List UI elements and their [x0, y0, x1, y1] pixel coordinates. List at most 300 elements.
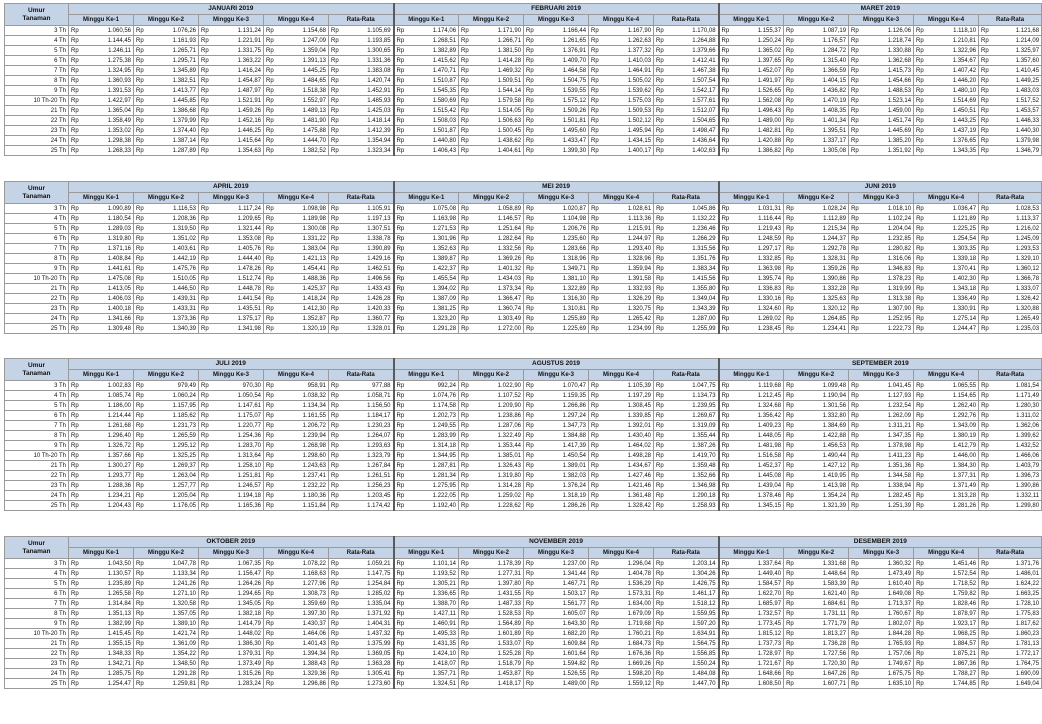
- week-header: Minggu Ke-2: [459, 370, 524, 381]
- age-cell: 9 Th: [5, 86, 69, 96]
- currency-label: Rp: [526, 57, 534, 64]
- price-cell: [459, 629, 524, 639]
- currency-label: Rp: [526, 580, 534, 587]
- currency-label: Rp: [591, 670, 599, 677]
- currency-label: Rp: [981, 472, 989, 479]
- currency-label: Rp: [201, 570, 209, 577]
- price-cell: [69, 411, 134, 421]
- price-cell: [979, 381, 1042, 391]
- price-cell: [719, 294, 784, 304]
- price-cell: [979, 204, 1042, 214]
- price-value: 1.649,04: [1015, 680, 1040, 687]
- price-cell: [69, 234, 134, 244]
- currency-label: Rp: [851, 650, 859, 657]
- quarter-table-2: [4, 181, 1040, 334]
- currency-label: Rp: [461, 590, 469, 597]
- price-value: 1.090,89: [107, 205, 131, 212]
- currency-label: Rp: [526, 452, 534, 459]
- table-row: [5, 254, 1042, 264]
- price-cell: [134, 36, 199, 46]
- price-value: 1.414,28: [497, 57, 522, 64]
- currency-label: Rp: [851, 680, 859, 687]
- price-cell: [134, 579, 199, 589]
- price-cell: [69, 116, 134, 126]
- price-cell: [264, 599, 329, 609]
- price-cell: [69, 324, 134, 334]
- price-value: 1.498,28: [627, 452, 651, 459]
- price-value: 1.264,88: [692, 37, 716, 44]
- umur-tanaman-header: [5, 4, 69, 26]
- price-cell: [589, 579, 654, 589]
- currency-label: Rp: [71, 305, 79, 312]
- currency-label: Rp: [136, 462, 144, 469]
- price-cell: [69, 599, 134, 609]
- currency-label: Rp: [201, 630, 209, 637]
- price-cell: [134, 659, 199, 669]
- price-value: 1.408,35: [822, 107, 847, 114]
- price-cell: [134, 461, 199, 471]
- currency-label: Rp: [201, 640, 209, 647]
- price-cell: [459, 461, 524, 471]
- price-cell: [784, 36, 849, 46]
- price-cell: [589, 204, 654, 214]
- price-cell: [849, 441, 914, 451]
- price-cell: [524, 629, 589, 639]
- price-value: 1.521,91: [237, 97, 261, 104]
- price-cell: [199, 461, 264, 471]
- currency-label: Rp: [331, 680, 339, 687]
- price-cell: [784, 136, 849, 146]
- week-header: Minggu Ke-4: [264, 370, 329, 381]
- currency-label: Rp: [461, 412, 469, 419]
- currency-label: Rp: [331, 47, 339, 54]
- price-value: 1.503,17: [562, 590, 587, 597]
- currency-label: Rp: [201, 670, 209, 677]
- price-cell: [394, 669, 459, 679]
- price-cell: [784, 609, 849, 619]
- price-value: 1.552,97: [302, 97, 326, 104]
- price-cell: [719, 451, 784, 461]
- price-value: 1.464,91: [627, 67, 652, 74]
- currency-label: Rp: [461, 472, 469, 479]
- currency-label: Rp: [396, 452, 405, 459]
- currency-label: Rp: [786, 402, 794, 409]
- price-value: 1.244,37: [822, 235, 847, 242]
- price-value: 1.363,98: [757, 265, 782, 272]
- currency-label: Rp: [851, 452, 859, 459]
- price-cell: [784, 26, 849, 36]
- currency-label: Rp: [981, 225, 989, 232]
- price-cell: [979, 214, 1042, 224]
- price-cell: [654, 431, 719, 441]
- currency-label: Rp: [136, 67, 144, 74]
- age-cell: 23 Th: [5, 126, 69, 136]
- price-value: 1.264,07: [367, 432, 391, 439]
- currency-label: Rp: [201, 680, 209, 687]
- table-row: [5, 224, 1042, 234]
- price-cell: [524, 451, 589, 461]
- currency-label: Rp: [526, 670, 534, 677]
- currency-label: Rp: [71, 590, 79, 597]
- price-cell: [979, 26, 1042, 36]
- currency-label: Rp: [266, 660, 274, 667]
- price-value: 1.572,54: [952, 570, 977, 577]
- price-value: 1.383,04: [302, 245, 326, 252]
- month-header: FEBRUARI 2019: [394, 4, 719, 15]
- price-cell: [134, 46, 199, 56]
- price-cell: [264, 649, 329, 659]
- currency-label: Rp: [656, 560, 664, 567]
- price-cell: [524, 559, 589, 569]
- price-value: 1.528,53: [497, 610, 522, 617]
- price-cell: [914, 56, 979, 66]
- currency-label: Rp: [916, 620, 924, 627]
- price-value: 1.440,80: [432, 137, 457, 144]
- month-header: MARET 2019: [719, 4, 1042, 15]
- table-row: [5, 431, 1042, 441]
- currency-label: Rp: [526, 215, 534, 222]
- price-value: 1.332,11: [1016, 492, 1040, 499]
- month-header: JANUARI 2019: [69, 4, 394, 15]
- currency-label: Rp: [136, 640, 144, 647]
- price-value: 1.332,80: [822, 412, 847, 419]
- currency-label: Rp: [266, 630, 274, 637]
- price-value: 1.116,53: [173, 205, 196, 212]
- price-value: 1.373,49: [237, 660, 261, 667]
- currency-label: Rp: [591, 620, 599, 627]
- currency-label: Rp: [396, 590, 405, 597]
- table-row: [5, 314, 1042, 324]
- price-value: 1.345,89: [172, 67, 196, 74]
- currency-label: Rp: [201, 442, 209, 449]
- price-value: 1.675,75: [887, 670, 912, 677]
- currency-label: Rp: [136, 245, 144, 252]
- price-value: 1.487,97: [237, 87, 261, 94]
- currency-label: Rp: [136, 147, 144, 154]
- currency-label: Rp: [591, 305, 599, 312]
- currency-label: Rp: [201, 265, 209, 272]
- price-cell: [329, 609, 394, 619]
- price-value: 1.265,71: [172, 47, 196, 54]
- currency-label: Rp: [591, 392, 599, 399]
- price-cell: [849, 629, 914, 639]
- currency-label: Rp: [201, 580, 209, 587]
- price-value: 1.384,30: [952, 462, 977, 469]
- price-value: 1.252,95: [887, 315, 912, 322]
- currency-label: Rp: [201, 412, 209, 419]
- currency-label: Rp: [851, 600, 859, 607]
- price-value: 1.156,47: [237, 570, 261, 577]
- currency-label: Rp: [201, 305, 209, 312]
- currency-label: Rp: [136, 660, 144, 667]
- table-row: [5, 619, 1042, 629]
- currency-label: Rp: [71, 392, 79, 399]
- price-cell: [264, 659, 329, 669]
- price-value: 1.031,31: [757, 205, 782, 212]
- price-value: 1.467,38: [692, 67, 716, 74]
- price-value: 1.320,58: [172, 600, 196, 607]
- price-cell: [719, 264, 784, 274]
- price-cell: [394, 106, 459, 116]
- currency-label: Rp: [136, 305, 144, 312]
- price-cell: [394, 36, 459, 46]
- currency-label: Rp: [331, 560, 339, 567]
- price-cell: [849, 146, 914, 156]
- currency-label: Rp: [786, 107, 794, 114]
- currency-label: Rp: [331, 462, 339, 469]
- price-value: 1.250,24: [757, 37, 782, 44]
- price-cell: [524, 146, 589, 156]
- price-value: 1.482,81: [757, 127, 782, 134]
- currency-label: Rp: [591, 630, 599, 637]
- price-value: 1.028,61: [627, 205, 652, 212]
- price-value: 1.376,65: [952, 137, 977, 144]
- table-row: [5, 264, 1042, 274]
- price-cell: [329, 86, 394, 96]
- table-row: [5, 136, 1042, 146]
- price-value: 1.065,55: [952, 382, 977, 389]
- price-cell: [849, 589, 914, 599]
- price-value: 1.186,00: [107, 402, 131, 409]
- price-cell: [329, 391, 394, 401]
- currency-label: Rp: [266, 235, 274, 242]
- tanaman-label: Tanaman: [22, 547, 51, 555]
- price-cell: [979, 294, 1042, 304]
- price-value: 1.308,45: [627, 402, 651, 409]
- price-value: 1.059,21: [367, 560, 391, 567]
- currency-label: Rp: [461, 452, 469, 459]
- price-value: 1.193,52: [432, 570, 457, 577]
- currency-label: Rp: [981, 600, 989, 607]
- currency-label: Rp: [461, 620, 469, 627]
- currency-label: Rp: [786, 57, 794, 64]
- currency-label: Rp: [331, 600, 339, 607]
- price-value: 1.078,22: [302, 560, 326, 567]
- price-value: 1.381,10: [562, 275, 587, 282]
- price-value: 1.326,43: [497, 462, 521, 469]
- price-value: 1.277,31: [497, 570, 522, 577]
- price-cell: [719, 639, 784, 649]
- price-cell: [914, 294, 979, 304]
- price-table: [4, 358, 1042, 511]
- currency-label: Rp: [656, 392, 664, 399]
- price-cell: [654, 569, 719, 579]
- price-cell: [589, 86, 654, 96]
- price-cell: [979, 629, 1042, 639]
- price-cell: [784, 451, 849, 461]
- price-value: 1.539,55: [562, 87, 587, 94]
- price-cell: [134, 679, 199, 689]
- price-cell: [914, 679, 979, 689]
- currency-label: Rp: [591, 87, 599, 94]
- price-value: 1.502,12: [627, 117, 652, 124]
- price-value: 1.324,60: [757, 305, 782, 312]
- price-cell: [134, 471, 199, 481]
- currency-label: Rp: [526, 422, 534, 429]
- price-value: 1.559,95: [692, 610, 716, 617]
- currency-label: Rp: [331, 620, 339, 627]
- currency-label: Rp: [201, 205, 209, 212]
- currency-label: Rp: [71, 315, 79, 322]
- age-cell: 24 Th: [5, 669, 69, 679]
- currency-label: Rp: [136, 382, 144, 389]
- price-cell: [69, 421, 134, 431]
- currency-label: Rp: [201, 275, 209, 282]
- currency-label: Rp: [981, 325, 989, 332]
- currency-label: Rp: [71, 67, 79, 74]
- price-cell: [524, 116, 589, 126]
- currency-label: Rp: [656, 422, 664, 429]
- price-value: 1.721,67: [757, 660, 782, 667]
- price-cell: [784, 244, 849, 254]
- price-cell: [524, 234, 589, 244]
- currency-label: Rp: [786, 412, 794, 419]
- price-value: 1.452,91: [367, 87, 391, 94]
- price-cell: [654, 481, 719, 491]
- age-cell: 9 Th: [5, 264, 69, 274]
- price-cell: [914, 381, 979, 391]
- tanaman-label: Tanaman: [22, 192, 51, 200]
- price-value: 1.484,65: [302, 77, 326, 84]
- currency-label: Rp: [591, 215, 599, 222]
- price-cell: [719, 66, 784, 76]
- price-value: 1.451,46: [952, 560, 977, 567]
- quarter-table-1: [4, 3, 1040, 156]
- table-row: [5, 629, 1042, 639]
- currency-label: Rp: [786, 77, 794, 84]
- currency-label: Rp: [591, 245, 599, 252]
- price-cell: [459, 471, 524, 481]
- price-value: 1.439,31: [172, 295, 196, 302]
- price-cell: [134, 56, 199, 66]
- currency-label: Rp: [851, 325, 859, 332]
- currency-label: Rp: [71, 147, 79, 154]
- currency-label: Rp: [266, 472, 274, 479]
- price-value: 1.426,28: [367, 295, 391, 302]
- price-value: 1.225,69: [562, 325, 587, 332]
- currency-label: Rp: [526, 610, 534, 617]
- currency-label: Rp: [136, 225, 144, 232]
- table-row: [5, 451, 1042, 461]
- price-value: 1.419,95: [822, 472, 847, 479]
- price-cell: [199, 284, 264, 294]
- price-value: 1.171,90: [497, 27, 522, 34]
- price-cell: [784, 579, 849, 589]
- currency-label: Rp: [721, 580, 730, 587]
- price-value: 1.285,02: [367, 590, 391, 597]
- currency-label: Rp: [331, 295, 339, 302]
- price-value: 1.339,85: [627, 412, 651, 419]
- month-header: AGUSTUS 2019: [394, 359, 719, 370]
- currency-label: Rp: [851, 37, 859, 44]
- price-cell: [524, 66, 589, 76]
- currency-label: Rp: [591, 97, 599, 104]
- currency-label: Rp: [331, 205, 339, 212]
- price-value: 1.117,24: [238, 205, 261, 212]
- currency-label: Rp: [136, 502, 144, 509]
- price-cell: [914, 126, 979, 136]
- price-cell: [264, 96, 329, 106]
- price-cell: [394, 294, 459, 304]
- currency-label: Rp: [526, 482, 534, 489]
- price-value: 1.268,51: [432, 37, 457, 44]
- price-cell: [849, 401, 914, 411]
- price-cell: [199, 86, 264, 96]
- price-cell: [914, 274, 979, 284]
- price-value: 1.475,08: [107, 275, 131, 282]
- price-cell: [784, 274, 849, 284]
- currency-label: Rp: [981, 275, 989, 282]
- price-cell: [524, 106, 589, 116]
- price-value: 1.401,32: [497, 265, 522, 272]
- week-header: Minggu Ke-3: [849, 548, 914, 559]
- price-value: 1.509,53: [627, 107, 652, 114]
- currency-label: Rp: [591, 482, 599, 489]
- currency-label: Rp: [136, 315, 144, 322]
- price-cell: [589, 106, 654, 116]
- price-cell: [914, 609, 979, 619]
- currency-label: Rp: [786, 325, 794, 332]
- price-value: 1.663,25: [1015, 590, 1040, 597]
- price-value: 1.430,40: [627, 432, 651, 439]
- price-value: 1.771,79: [822, 620, 847, 627]
- currency-label: Rp: [916, 225, 924, 232]
- price-cell: [654, 491, 719, 501]
- table-row: [5, 391, 1042, 401]
- price-cell: [524, 304, 589, 314]
- price-value: 1.515,42: [432, 107, 457, 114]
- currency-label: Rp: [851, 442, 859, 449]
- price-cell: [394, 234, 459, 244]
- currency-label: Rp: [526, 492, 534, 499]
- age-cell: 10 Th-20 Th: [5, 629, 69, 639]
- price-cell: [914, 86, 979, 96]
- currency-label: Rp: [71, 215, 79, 222]
- currency-label: Rp: [396, 265, 405, 272]
- currency-label: Rp: [526, 680, 534, 687]
- price-value: 1.384,88: [562, 432, 586, 439]
- price-cell: [199, 451, 264, 461]
- price-value: 1.422,97: [107, 97, 131, 104]
- currency-label: Rp: [656, 432, 664, 439]
- price-cell: [264, 76, 329, 86]
- price-value: 1.360,12: [1015, 265, 1040, 272]
- price-cell: [784, 391, 849, 401]
- price-cell: [329, 629, 394, 639]
- price-cell: [69, 204, 134, 214]
- price-cell: [654, 579, 719, 589]
- price-cell: [979, 274, 1042, 284]
- currency-label: Rp: [526, 620, 534, 627]
- price-cell: [524, 254, 589, 264]
- currency-label: Rp: [71, 285, 79, 292]
- week-header: Rata-Rata: [979, 548, 1042, 559]
- price-value: 1.341,66: [107, 315, 131, 322]
- price-cell: [394, 126, 459, 136]
- age-cell: 10 Th-20 Th: [5, 451, 69, 461]
- price-value: 1.760,21: [627, 630, 652, 637]
- price-value: 1.043,50: [107, 560, 131, 567]
- price-cell: [459, 106, 524, 116]
- currency-label: Rp: [851, 255, 859, 262]
- price-value: 1.322,49: [497, 432, 521, 439]
- price-cell: [849, 66, 914, 76]
- price-value: 1.309,48: [107, 325, 131, 332]
- week-header: Minggu Ke-2: [459, 548, 524, 559]
- price-cell: [264, 401, 329, 411]
- price-value: 1.438,62: [497, 137, 522, 144]
- price-value: 1.550,24: [692, 660, 716, 667]
